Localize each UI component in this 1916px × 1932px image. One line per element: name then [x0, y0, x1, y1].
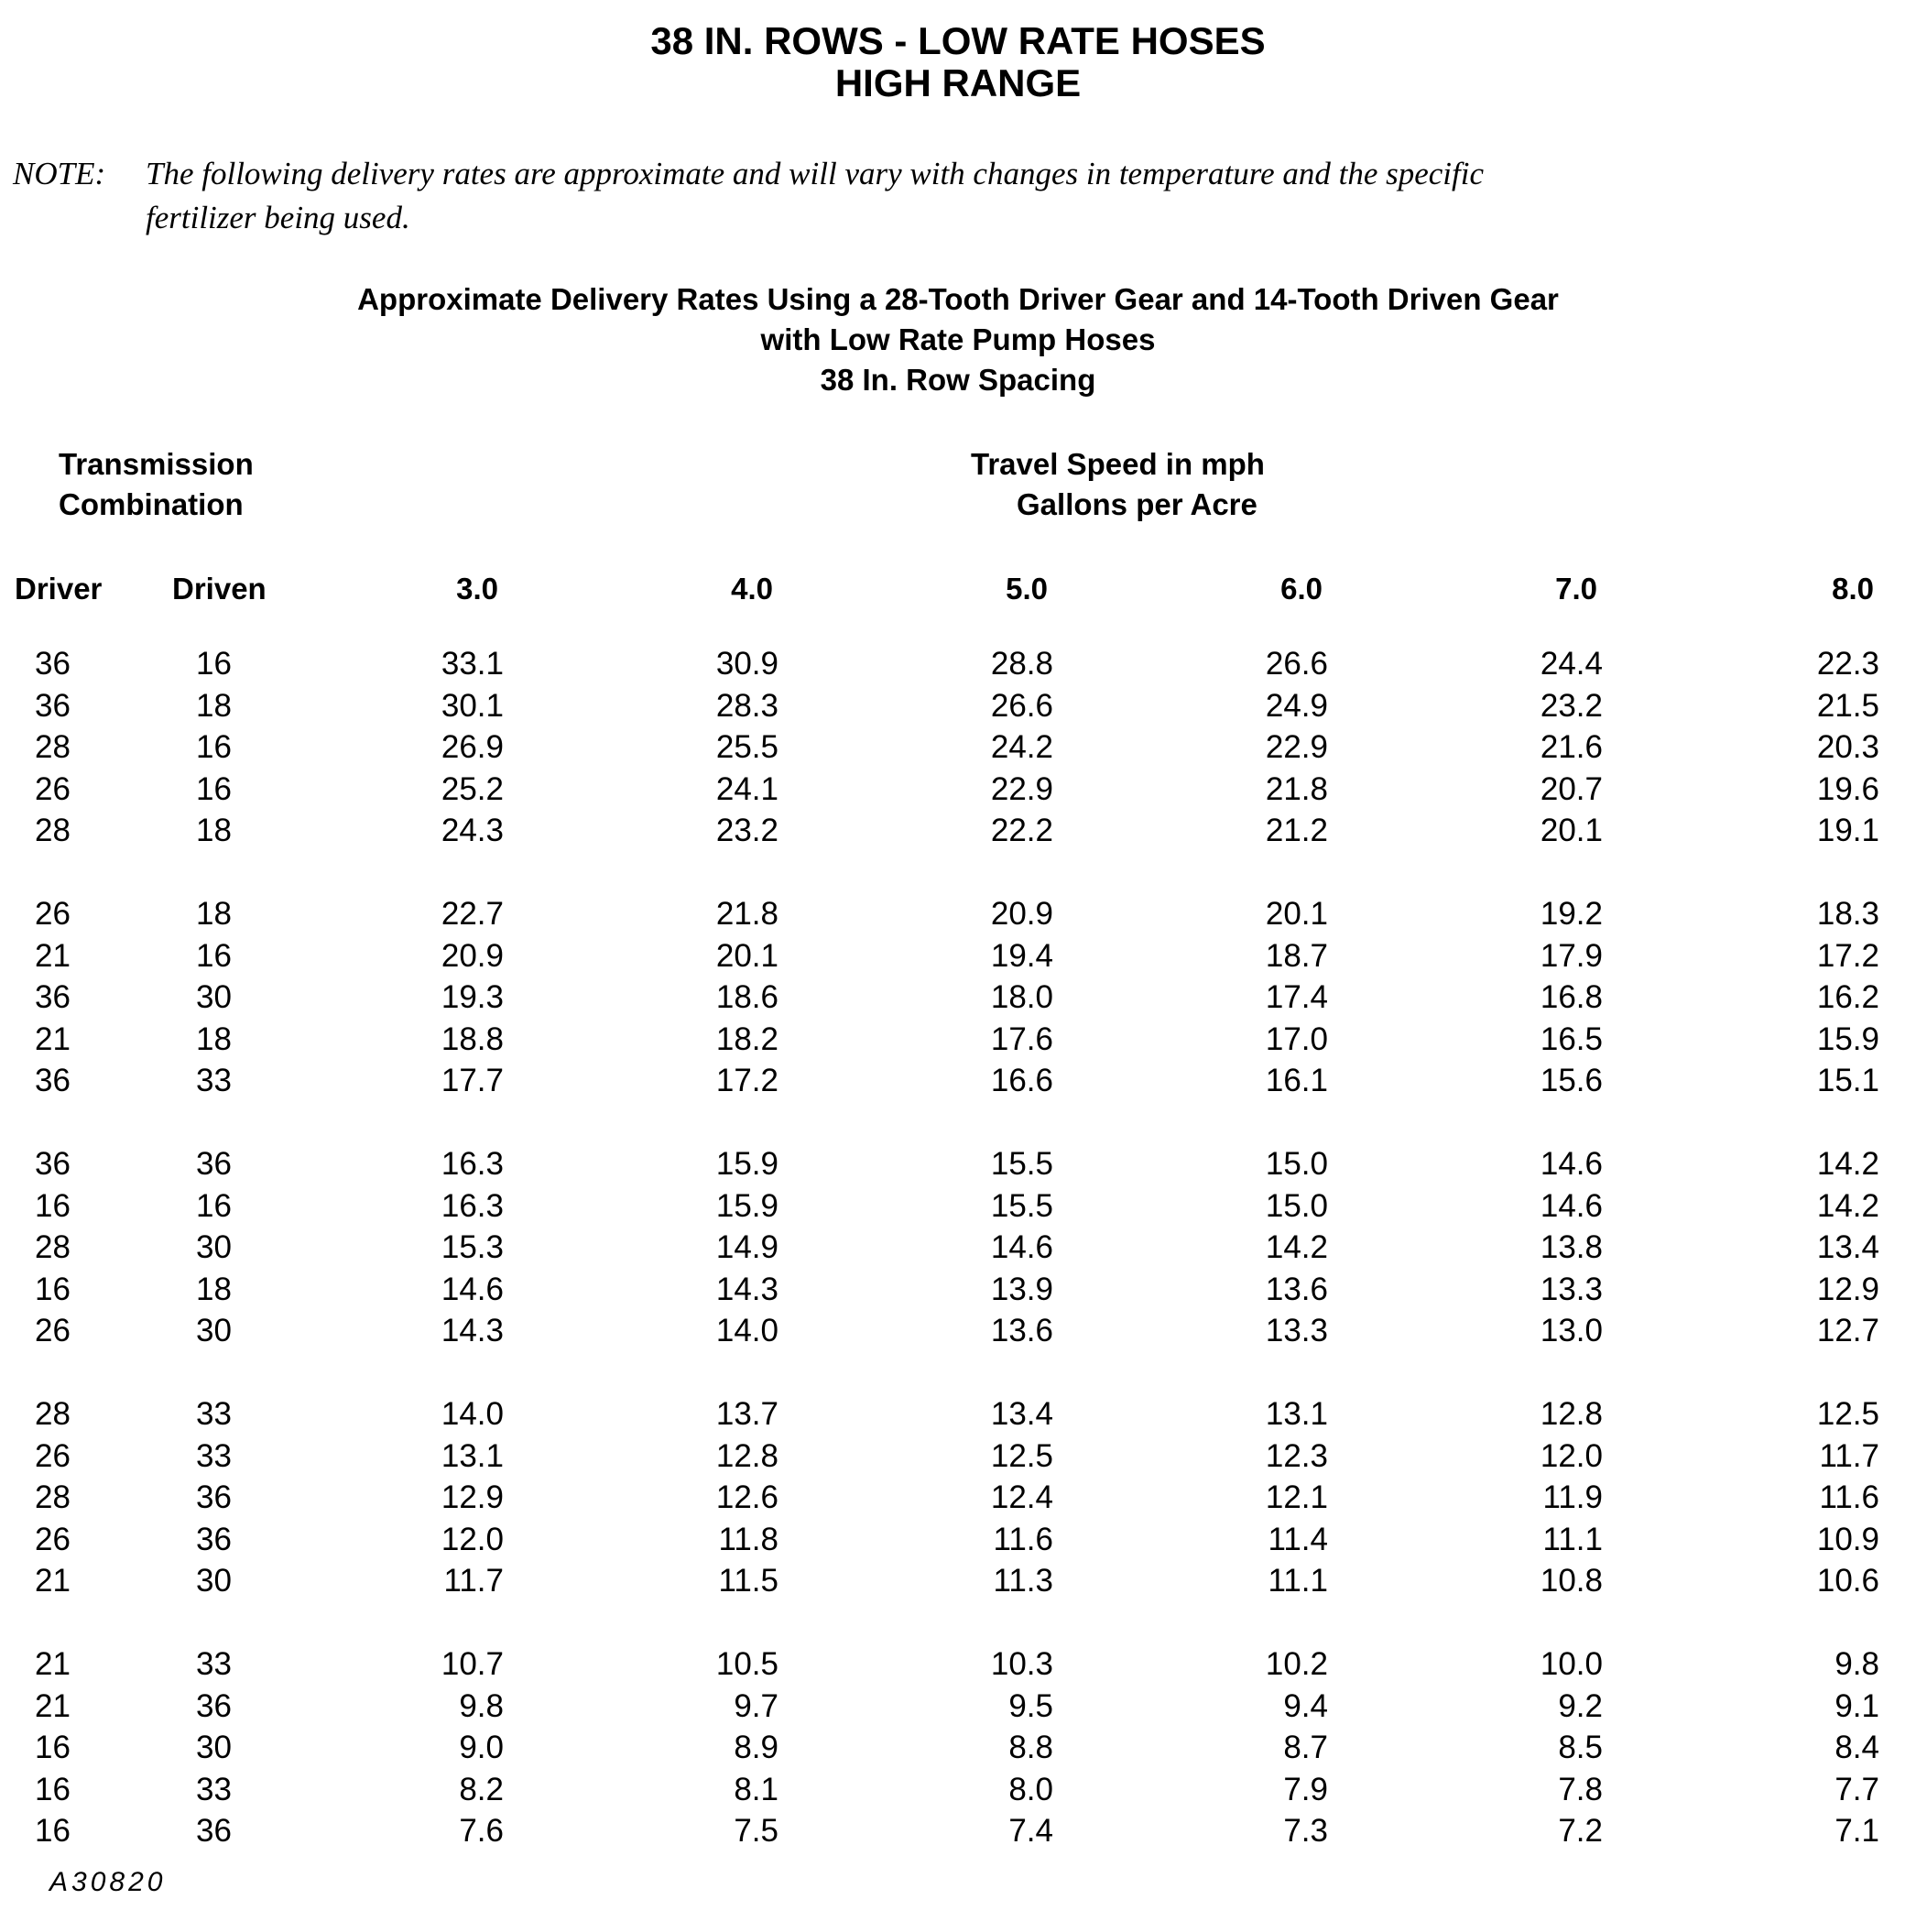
rate-cell: 26.6: [1265, 646, 1328, 682]
driver-cell: 26: [35, 1437, 71, 1474]
rate-cell: 14.6: [990, 1229, 1053, 1265]
rate-cell: 21.6: [1540, 729, 1603, 765]
rate-cell: 11.1: [1268, 1563, 1328, 1599]
rate-cell: 15.0: [1265, 1187, 1328, 1224]
rate-cell: 30.1: [441, 687, 504, 724]
rate-cell: 22.3: [1816, 646, 1879, 682]
rate-cell: 7.5: [734, 1813, 778, 1849]
driven-cell: 18: [196, 813, 232, 848]
driven-cell: 36: [196, 1146, 232, 1182]
rate-cell: 25.5: [715, 729, 778, 765]
rate-cell: 9.1: [1834, 1687, 1879, 1724]
rate-cell: 23.2: [715, 813, 778, 848]
rate-cell: 13.6: [990, 1313, 1053, 1348]
rate-cell: 28.3: [715, 687, 778, 724]
rate-cell: 22.7: [441, 896, 504, 932]
rate-cell: 24.4: [1540, 646, 1603, 682]
rate-cell: 10.6: [1816, 1563, 1879, 1599]
driven-cell: 18: [196, 1021, 232, 1057]
rate-cell: 24.9: [1265, 687, 1328, 724]
rate-cell: 8.7: [1283, 1730, 1328, 1765]
rate-cell: 10.9: [1816, 1521, 1879, 1557]
rate-cell: 10.0: [1540, 1646, 1603, 1682]
rate-cell: 21.8: [1265, 770, 1328, 807]
rate-cell: 14.2: [1265, 1229, 1328, 1265]
rate-cell: 7.9: [1283, 1771, 1328, 1807]
rate-cell: 10.5: [715, 1646, 778, 1682]
rate-cell: 16.2: [1816, 979, 1879, 1015]
rate-cell: 18.6: [715, 979, 778, 1015]
rate-cell: 17.4: [1265, 979, 1328, 1015]
driver-cell: 26: [35, 1313, 71, 1348]
table-caption-line2: with Low Rate Pump Hoses: [760, 322, 1156, 356]
speed-header-line2: Gallons per Acre: [1017, 487, 1257, 521]
rate-cell: 14.2: [1816, 1187, 1879, 1224]
driver-cell: 16: [35, 1771, 71, 1807]
driven-cell: 16: [196, 937, 232, 974]
speed-column-header: 4.0: [731, 572, 773, 606]
rate-cell: 16.8: [1540, 979, 1603, 1015]
driver-cell: 21: [35, 1646, 71, 1682]
rate-cell: 14.0: [715, 1313, 778, 1348]
driver-cell: 36: [35, 687, 71, 724]
driver-cell: 16: [35, 1271, 71, 1307]
rate-cell: 13.9: [990, 1271, 1053, 1307]
driver-cell: 28: [35, 813, 71, 848]
rate-cell: 9.5: [1008, 1687, 1053, 1724]
driven-cell: 18: [196, 1271, 232, 1307]
rate-cell: 21.2: [1265, 813, 1328, 848]
rate-cell: 13.3: [1540, 1271, 1603, 1307]
driven-cell: 30: [196, 1313, 232, 1348]
rate-cell: 17.2: [1816, 937, 1879, 974]
driver-cell: 26: [35, 896, 71, 932]
rate-cell: 22.9: [1265, 729, 1328, 765]
rate-cell: 20.9: [441, 937, 504, 974]
driven-cell: 18: [196, 687, 232, 724]
driver-cell: 16: [35, 1187, 71, 1224]
driven-cell: 33: [196, 1646, 232, 1682]
table-caption-line1: Approximate Delivery Rates Using a 28-Tooth Driver Gear and 14-Tooth Driven Gear: [357, 282, 1559, 316]
rate-cell: 12.0: [1540, 1437, 1603, 1474]
rate-cell: 11.8: [718, 1521, 778, 1557]
rate-cell: 8.1: [734, 1771, 778, 1807]
rate-cell: 28.8: [990, 646, 1053, 682]
transmission-header-line2: Combination: [59, 487, 244, 521]
speed-header-line1: Travel Speed in mph: [971, 447, 1265, 481]
rate-cell: 23.2: [1540, 687, 1603, 724]
driver-cell: 21: [35, 937, 71, 974]
driven-cell: 30: [196, 1563, 232, 1599]
speed-column-header: 3.0: [456, 572, 498, 606]
rate-cell: 21.5: [1816, 687, 1879, 724]
rate-cell: 20.1: [1265, 896, 1328, 932]
rate-cell: 9.8: [459, 1687, 504, 1724]
rate-cell: 10.2: [1265, 1646, 1328, 1682]
rate-cell: 22.2: [990, 813, 1053, 848]
driven-cell: 18: [196, 896, 232, 932]
rate-cell: 18.2: [715, 1021, 778, 1057]
rate-cell: 15.3: [441, 1229, 504, 1265]
rate-cell: 9.7: [734, 1687, 778, 1724]
rate-cell: 14.3: [715, 1271, 778, 1307]
rate-cell: 16.1: [1265, 1063, 1328, 1098]
rate-cell: 14.0: [441, 1396, 504, 1432]
driver-cell: 28: [35, 729, 71, 765]
rate-cell: 24.2: [990, 729, 1053, 765]
rate-cell: 14.6: [1540, 1146, 1603, 1182]
rate-cell: 22.9: [990, 770, 1053, 807]
rate-cell: 15.9: [1816, 1021, 1879, 1057]
driven-cell: 33: [196, 1063, 232, 1098]
figure-code: A30820: [49, 1867, 167, 1897]
rate-cell: 11.3: [993, 1563, 1053, 1599]
rate-cell: 13.1: [441, 1437, 504, 1474]
rate-cell: 7.1: [1834, 1813, 1879, 1849]
rate-cell: 13.8: [1540, 1229, 1603, 1265]
rate-cell: 19.3: [441, 979, 504, 1015]
rate-cell: 16.6: [990, 1063, 1053, 1098]
rate-cell: 12.0: [441, 1521, 504, 1557]
rate-cell: 11.5: [718, 1563, 778, 1599]
rate-cell: 12.1: [1265, 1479, 1328, 1515]
rate-cell: 10.8: [1540, 1563, 1603, 1599]
rate-cell: 18.3: [1816, 896, 1879, 932]
driven-cell: 33: [196, 1771, 232, 1807]
rate-cell: 15.0: [1265, 1146, 1328, 1182]
rate-cell: 10.3: [990, 1646, 1053, 1682]
driven-cell: 30: [196, 1229, 232, 1265]
rate-cell: 30.9: [715, 646, 778, 682]
rate-cell: 7.4: [1008, 1813, 1053, 1849]
driver-cell: 16: [35, 1730, 71, 1765]
rate-cell: 13.3: [1265, 1313, 1328, 1348]
rate-cell: 20.3: [1816, 729, 1879, 765]
rate-cell: 13.1: [1265, 1396, 1328, 1432]
rate-cell: 19.4: [990, 937, 1053, 974]
driver-cell: 36: [35, 979, 71, 1015]
driver-cell: 21: [35, 1021, 71, 1057]
rate-cell: 15.5: [990, 1187, 1053, 1224]
driver-cell: 36: [35, 646, 71, 682]
rate-cell: 7.6: [459, 1813, 504, 1849]
rate-cell: 11.7: [1819, 1437, 1879, 1474]
rate-cell: 14.9: [715, 1229, 778, 1265]
driven-cell: 33: [196, 1396, 232, 1432]
rate-cell: 14.6: [1540, 1187, 1603, 1224]
speed-column-header: 6.0: [1280, 572, 1323, 606]
driver-cell: 28: [35, 1479, 71, 1515]
rate-cell: 8.4: [1834, 1730, 1879, 1765]
rate-cell: 12.5: [990, 1437, 1053, 1474]
driver-cell: 16: [35, 1813, 71, 1849]
rate-cell: 26.6: [990, 687, 1053, 724]
page-title: 38 IN. ROWS - LOW RATE HOSES: [650, 19, 1266, 62]
rate-cell: 12.8: [715, 1437, 778, 1474]
rate-cell: 13.7: [715, 1396, 778, 1432]
table-caption-line3: 38 In. Row Spacing: [820, 363, 1096, 397]
rate-cell: 12.8: [1540, 1396, 1603, 1432]
speed-column-header: 5.0: [1006, 572, 1048, 606]
driven-cell: 36: [196, 1687, 232, 1724]
speed-column-header: 7.0: [1555, 572, 1597, 606]
rate-cell: 12.7: [1816, 1313, 1879, 1348]
rate-cell: 12.3: [1265, 1437, 1328, 1474]
rate-cell: 15.9: [715, 1146, 778, 1182]
rate-cell: 17.6: [990, 1021, 1053, 1057]
rate-cell: 21.8: [715, 896, 778, 932]
rate-cell: 14.3: [441, 1313, 504, 1348]
rate-cell: 15.5: [990, 1146, 1053, 1182]
rate-cell: 7.2: [1558, 1813, 1603, 1849]
rate-cell: 24.1: [715, 770, 778, 807]
rate-cell: 18.7: [1265, 937, 1328, 974]
rate-cell: 11.6: [1819, 1479, 1879, 1515]
rate-cell: 17.7: [441, 1063, 504, 1098]
driven-cell: 33: [196, 1437, 232, 1474]
note-text-line1: The following delivery rates are approximate and will vary with changes in temperature and the specific: [146, 156, 1485, 191]
rate-cell: 9.0: [459, 1730, 504, 1765]
speed-column-header: 8.0: [1832, 572, 1874, 606]
driven-cell: 36: [196, 1813, 232, 1849]
rate-cell: 8.9: [734, 1730, 778, 1765]
rate-cell: 20.1: [715, 937, 778, 974]
rate-cell: 7.3: [1283, 1813, 1328, 1849]
rate-cell: 19.1: [1816, 813, 1879, 848]
note-label: NOTE:: [13, 156, 106, 191]
rate-cell: 8.2: [459, 1771, 504, 1807]
rate-cell: 13.6: [1265, 1271, 1328, 1307]
rate-cell: 17.2: [715, 1063, 778, 1098]
rate-cell: 13.4: [1816, 1229, 1879, 1265]
rate-cell: 11.7: [443, 1563, 504, 1599]
rate-cell: 13.0: [1540, 1313, 1603, 1348]
rate-cell: 7.7: [1834, 1771, 1879, 1807]
driven-cell: 16: [196, 729, 232, 765]
rate-cell: 9.2: [1558, 1687, 1603, 1724]
rate-cell: 16.3: [441, 1146, 504, 1182]
driven-cell: 16: [196, 770, 232, 807]
rate-cell: 16.5: [1540, 1021, 1603, 1057]
rate-cell: 24.3: [441, 813, 504, 848]
rate-cell: 10.7: [441, 1646, 504, 1682]
rate-cell: 8.0: [1008, 1771, 1053, 1807]
driven-cell: 16: [196, 1187, 232, 1224]
rate-cell: 9.8: [1834, 1646, 1879, 1682]
page-subtitle: HIGH RANGE: [834, 61, 1082, 104]
driver-cell: 21: [35, 1687, 71, 1724]
note-text-line2: fertilizer being used.: [146, 200, 410, 235]
rate-cell: 19.2: [1540, 896, 1603, 932]
rate-cell: 11.4: [1268, 1521, 1328, 1557]
rate-cell: 20.9: [990, 896, 1053, 932]
driver-cell: 26: [35, 770, 71, 807]
transmission-header-line1: Transmission: [59, 447, 254, 481]
rate-cell: 11.9: [1542, 1479, 1603, 1515]
driver-cell: 26: [35, 1521, 71, 1557]
rate-cell: 15.1: [1816, 1063, 1879, 1098]
driver-cell: 28: [35, 1396, 71, 1432]
rate-cell: 11.1: [1542, 1521, 1603, 1557]
driver-cell: 36: [35, 1146, 71, 1182]
rate-cell: 17.0: [1265, 1021, 1328, 1057]
driven-column-header: Driven: [172, 572, 267, 606]
rate-cell: 12.9: [1816, 1271, 1879, 1307]
rate-cell: 11.6: [993, 1521, 1053, 1557]
driven-cell: 16: [196, 646, 232, 682]
rate-cell: 18.8: [441, 1021, 504, 1057]
rate-cell: 18.0: [990, 979, 1053, 1015]
rate-cell: 33.1: [441, 646, 504, 682]
rate-cell: 15.9: [715, 1187, 778, 1224]
driver-cell: 21: [35, 1563, 71, 1599]
driver-cell: 28: [35, 1229, 71, 1265]
driven-cell: 36: [196, 1521, 232, 1557]
rate-cell: 15.6: [1540, 1063, 1603, 1098]
driver-cell: 36: [35, 1063, 71, 1098]
rate-cell: 8.5: [1558, 1730, 1603, 1765]
rate-cell: 12.6: [715, 1479, 778, 1515]
rate-cell: 20.1: [1540, 813, 1603, 848]
rate-cell: 26.9: [441, 729, 504, 765]
rate-cell: 7.8: [1558, 1771, 1603, 1807]
rate-cell: 13.4: [990, 1396, 1053, 1432]
rate-cell: 14.2: [1816, 1146, 1879, 1182]
driven-cell: 30: [196, 979, 232, 1015]
driven-cell: 36: [196, 1479, 232, 1515]
rate-cell: 19.6: [1816, 770, 1879, 807]
rate-cell: 25.2: [441, 770, 504, 807]
rate-cell: 14.6: [441, 1271, 504, 1307]
rate-cell: 8.8: [1008, 1730, 1053, 1765]
driven-cell: 30: [196, 1730, 232, 1765]
rate-cell: 17.9: [1540, 937, 1603, 974]
driver-column-header: Driver: [15, 572, 103, 606]
rate-cell: 12.4: [990, 1479, 1053, 1515]
rate-cell: 16.3: [441, 1187, 504, 1224]
rate-cell: 9.4: [1283, 1687, 1328, 1724]
rate-cell: 12.5: [1816, 1396, 1879, 1432]
rate-cell: 12.9: [441, 1479, 504, 1515]
rate-cell: 20.7: [1540, 770, 1603, 807]
